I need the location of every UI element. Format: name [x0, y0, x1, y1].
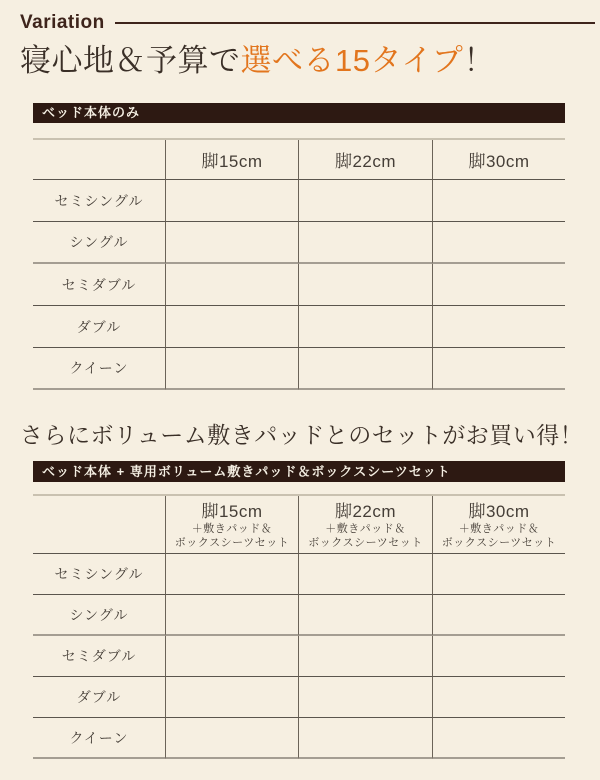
table1-cell-empty	[432, 222, 565, 264]
column-sub-label: ボックスシーツセット	[308, 537, 423, 549]
table1-banner: ベッド本体のみ	[33, 103, 565, 123]
table2-cell-empty	[432, 595, 565, 636]
table2-cell-empty	[165, 595, 298, 636]
table1-cell-empty	[432, 306, 565, 348]
main-title	[20, 40, 495, 82]
table1-column-header-leg30: 脚30cm	[432, 140, 565, 180]
table2-cell-empty	[298, 718, 432, 759]
main-title-dark-text: 寝心地＆予算で	[20, 43, 241, 78]
variation-divider-line	[115, 22, 595, 24]
table2-cell-empty	[165, 554, 298, 595]
variation-label: Variation	[20, 12, 105, 33]
column-size-label: 脚22cm	[334, 502, 397, 521]
table1-row-label-semisingle: セミシングル	[33, 180, 165, 222]
table2-row-label-single: シングル	[33, 595, 165, 636]
table2-column-header-leg30	[432, 496, 565, 554]
table1-cell-empty	[298, 306, 432, 348]
table1-cell-empty	[298, 264, 432, 306]
table2-cell-empty	[432, 677, 565, 718]
table1-cell-empty	[298, 180, 432, 222]
table1-cell-empty	[165, 264, 298, 306]
table2-row-label-queen: クイーン	[33, 718, 165, 759]
table2-corner-cell	[33, 496, 165, 554]
table2-row-label-semisingle: セミシングル	[33, 554, 165, 595]
table2-cell-empty	[165, 636, 298, 677]
table1-cell-empty	[165, 348, 298, 390]
table2-cell-empty	[165, 677, 298, 718]
table2-column-header-leg15	[165, 496, 298, 554]
column-sub-label: ＋敷きパッド＆	[191, 523, 273, 535]
table-body-only	[33, 138, 565, 390]
table1-column-header-leg15: 脚15cm	[165, 140, 298, 180]
table2-column-header-leg22	[298, 496, 432, 554]
set-promo-title: さらにボリューム敷きパッドとのセットがお買い得！	[20, 422, 584, 448]
table1-cell-empty	[165, 306, 298, 348]
table1-cell-empty	[432, 348, 565, 390]
table2-cell-empty	[298, 636, 432, 677]
table2-cell-empty	[432, 554, 565, 595]
table2-banner: ベッド本体 + 専用ボリューム敷きパッド＆ボックスシーツセット	[33, 461, 565, 482]
table2-row-label-double: ダブル	[33, 677, 165, 718]
column-sub-label: ＋敷きパッド＆	[325, 523, 406, 535]
table1-row-label-single: シングル	[33, 222, 165, 264]
table-pad-sheet-set	[33, 494, 565, 759]
table2-cell-empty	[298, 677, 432, 718]
main-title-exclamation: ！	[463, 43, 495, 78]
table2-cell-empty	[298, 554, 432, 595]
table2-row-label-semidouble: セミダブル	[33, 636, 165, 677]
table2-cell-empty	[298, 595, 432, 636]
table2-cell-empty	[165, 718, 298, 759]
table1-cell-empty	[432, 180, 565, 222]
table1-cell-empty	[298, 348, 432, 390]
table2-cell-empty	[432, 718, 565, 759]
table1-row-label-semidouble: セミダブル	[33, 264, 165, 306]
column-sub-label: ボックスシーツセット	[441, 537, 557, 549]
table1-column-header-leg22: 脚22cm	[298, 140, 432, 180]
table1-cell-empty	[298, 222, 432, 264]
table1-row-label-queen: クイーン	[33, 348, 165, 390]
column-size-label: 脚30cm	[468, 502, 530, 521]
column-sub-label: ＋敷きパッド＆	[458, 523, 540, 535]
table1-row-label-double: ダブル	[33, 306, 165, 348]
table1-cell-empty	[165, 180, 298, 222]
column-size-label: 脚15cm	[201, 502, 263, 521]
table1-corner-cell	[33, 140, 165, 180]
variation-header	[20, 10, 595, 36]
main-title-highlight-text: 選べる15タイプ	[240, 43, 464, 78]
column-sub-label: ボックスシーツセット	[174, 537, 290, 549]
table1-cell-empty	[165, 222, 298, 264]
table2-cell-empty	[432, 636, 565, 677]
table1-cell-empty	[432, 264, 565, 306]
